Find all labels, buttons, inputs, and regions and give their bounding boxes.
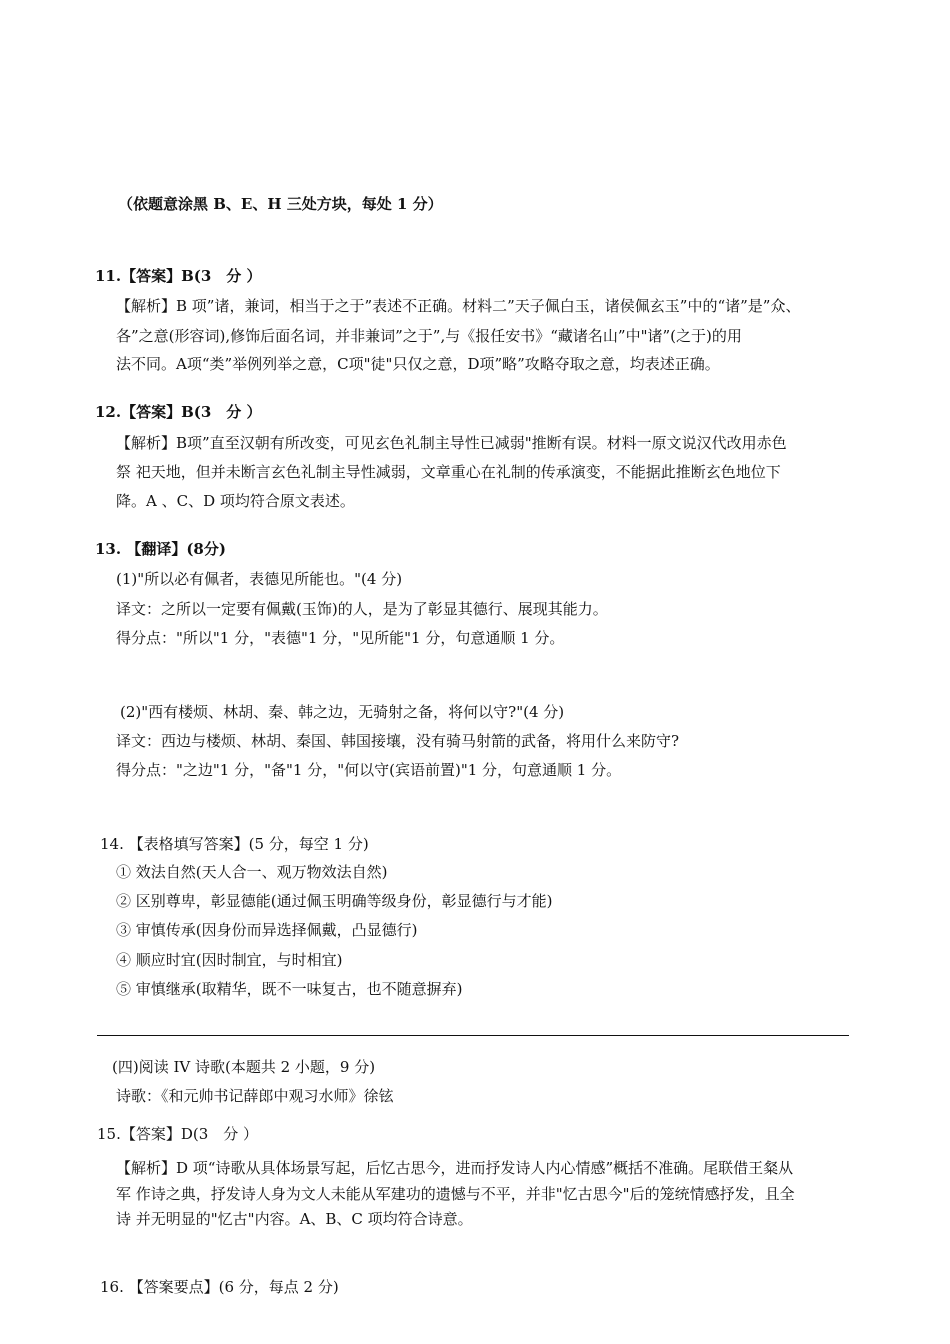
q15-line-2: 军 作诗之典，抒发诗人身为文人未能从军建功的遗憾与不平，并非"忆古思今"后的笼统情感抒发，且全 [116,1185,795,1203]
q13-p2-line-1: (2)"西有楼烦、林胡、秦、韩之边，无骑射之备，将何以守?"(4 分) [120,703,565,721]
q12-line-2: 祭 祀天地，但并未断言玄色礼制主导性减弱，文章重心在礼制的传承演变，不能据此推断玄色地位下 [116,463,781,481]
q15-line-3: 诗 并无明显的"忆古"内容。A、B、C 项均符合诗意。 [116,1210,473,1228]
q13-p1-line-3: 得分点："所以"1 分，"表德"1 分，"见所能"1 分，句意通顺 1 分。 [116,629,565,647]
q14-head: 14. 【表格填写答案】(5 分，每空 1 分) [100,835,369,853]
section-divider [97,1035,849,1036]
q15-line-1: 【解析】D 项“诗歌从具体场景写起，后忆古思今，进而抒发诗人内心情感”概括不准确。尾联借王粲从 [116,1159,794,1177]
q13-p1-line-1: (1)"所以必有佩者，表德见所能也。"(4 分) [116,570,403,588]
q13-p1-line-2: 译文：之所以一定要有佩戴(玉饰)的人，是为了彰显其德行、展现其能力。 [116,600,608,618]
q14-item-1: ① 效法自然(天人合一、观万物效法自然) [116,863,388,881]
q14-item-5: ⑤ 审慎继承(取精华，既不一味复古，也不随意摒弃) [116,980,463,998]
section4-title: (四)阅读 IV 诗歌(本题共 2 小题，9 分) [112,1058,376,1076]
q14-item-4: ④ 顺应时宜(因时制宜，与时相宜) [116,951,343,969]
q16-head: 16. 【答案要点】(6 分，每点 2 分) [100,1278,339,1296]
q11-line-1: 【解析】B 项”诸，兼词，相当于之于”表述不正确。材料二”天子佩白玉，诸侯佩玄玉”中的“诸”是”众、 [116,297,801,315]
q12-line-1: 【解析】B项”直至汉朝有所改变，可见玄色礼制主导性已减弱"推断有误。材料一原文说汉代改用赤色 [116,434,787,452]
note-top: （依题意涂黑 B、E、H 三处方块，每处 1 分） [118,195,443,213]
q13-p2-line-2: 译文：西边与楼烦、林胡、秦国、韩国接壤，没有骑马射箭的武备，将用什么来防守? [116,732,680,750]
q12-line-3: 降。A 、C、D 项均符合原文表述。 [116,492,355,510]
q15-head: 15.【答案】D(3 分 ） [97,1125,259,1143]
q13-p2-line-3: 得分点："之边"1 分，"备"1 分，"何以守(宾语前置)"1 分，句意通顺 1 分。 [116,761,622,779]
q14-item-2: ② 区别尊卑，彰显德能(通过佩玉明确等级身份，彰显德行与才能) [116,892,553,910]
q11-line-3: 法不同。A项“类”举例列举之意，C项"徒"只仅之意，D项”略”攻略夺取之意，均表述正确。 [116,355,720,373]
q13-head: 13. 【翻译】(8分) [95,540,226,558]
q11-line-2: 各”之意(形容词),修饰后面名词，并非兼词”之于”,与《报任安书》“藏诸名山”中"诸”(之于)的用 [116,327,742,345]
q11-head: 11.【答案】B(3 分 ） [95,267,262,285]
section4-poem: 诗歌：《和元帅书记薛郎中观习水师》徐铉 [116,1087,394,1105]
q12-head: 12.【答案】B(3 分 ） [95,403,262,421]
q14-item-3: ③ 审慎传承(因身份而异选择佩戴，凸显德行) [116,921,418,939]
